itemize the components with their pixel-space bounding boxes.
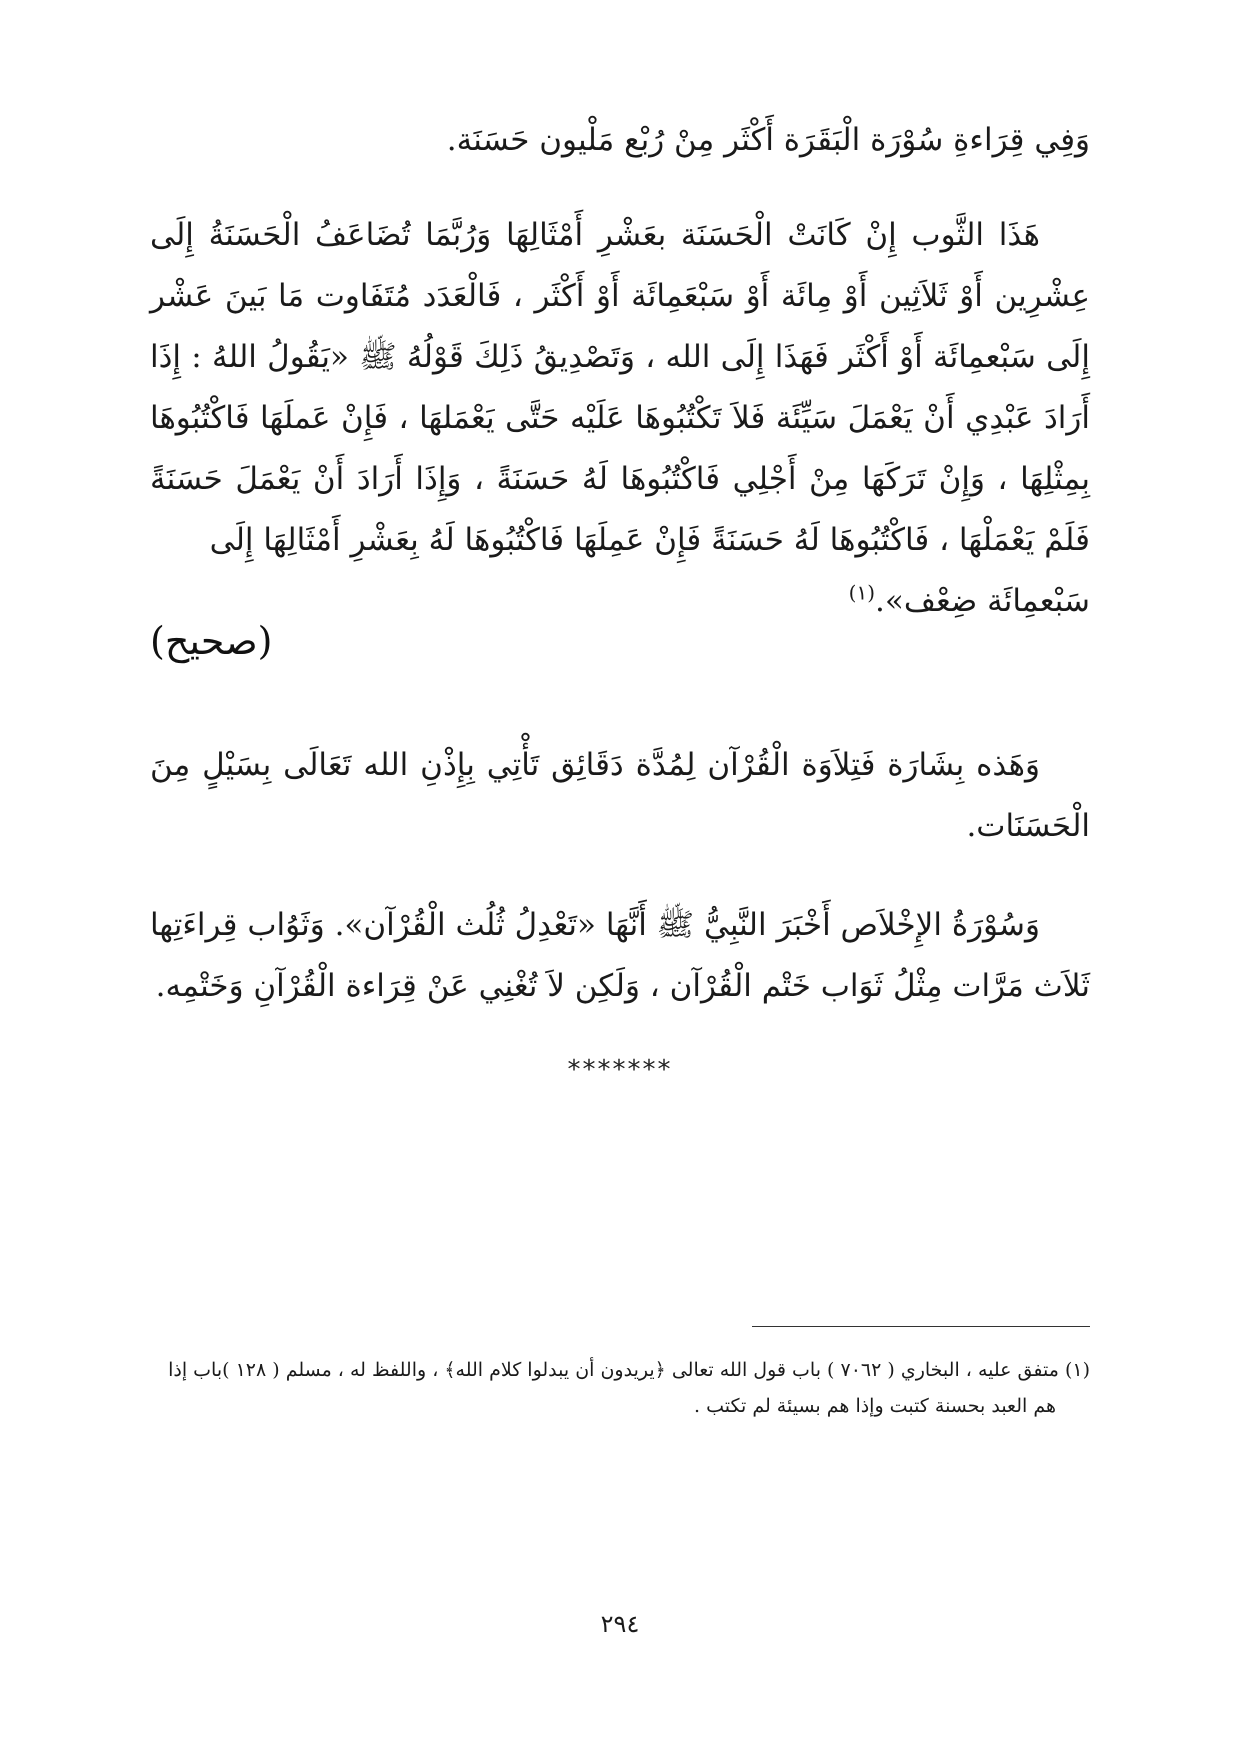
page-number: ٢٩٤ bbox=[600, 1610, 640, 1638]
intro-paragraph: وَفِي قِرَاءةِ سُوْرَة الْبَقَرَة أَكْثَر مِنْ رُبْع مَلْيون حَسَنَة. bbox=[446, 122, 1090, 158]
footnote-reference-mark[interactable]: (١) bbox=[848, 580, 876, 605]
hadith-grade-stamp: (صحيح) bbox=[150, 619, 273, 663]
footnote-line-2: هم العبد بحسنة كتبت وإذا هم بسيئة لم تكتب . bbox=[694, 1395, 1056, 1417]
ikhlas-paragraph: وَسُوْرَةُ الإِخْلاَص أَخْبَرَ النَّبِيُّ ﷺ أَنَّهَا «تَعْدِلُ ثُلُث الْقُرْآن». وَثَوُاب قِراءَتِها ثَلاَث مَرَّات مِثْلُ ثَوَاب خَتْم الْقُرْآن ، وَلَكِن لاَ تُغْنِي عَنْ قِرَاءة الْقُرْآنِ وَخَتْمِه. bbox=[149, 907, 1090, 1004]
footnote bbox=[150, 1352, 1090, 1424]
glad-tidings-paragraph: وَهَذه بِشَارَة فَتِلاَوَة الْقُرْآن لِمُدَّة دَقَائِق تَأْتِي بِإِذْنِ الله تَعَالَى بِسَيْلٍ مِنَ الْحَسَنَات. bbox=[150, 747, 1090, 844]
hadith-last-text: سَبْعمِائَة ضِعْف». bbox=[875, 583, 1090, 619]
hadith-body-text: هَذَا الثَّوب إِنْ كَانَتْ الْحَسَنَة بعَشْرِ أَمْثَالِهَا وَرُبَّمَا تُضَاعَفُ الْحَسَنَةُ إِلَى عِشْرِين أَوْ ثَلاَثِين أَوْ مِائَة أَوْ سَبْعَمِائَة أَوْ أَكْثَر ، فَالْعَدَد مُتَفَاوت مَا بَينَ عَشْر إِلَى سَبْعمِائَة أَوْ أَكْثَر فَهَذَا إِلَى الله ، وَتَصْدِيقُ ذَلِكَ قَوْلُهُ ﷺ «يَقُولُ اللهُ : إِذَا أَرَادَ عَبْدِي أَنْ يَعْمَلَ سَيِّئَة فَلاَ تَكْتُبُوهَا عَلَيْه حَتَّى يَعْمَلهَا ، فَإِنْ عَملَهَا فَاكْتُبُوهَا بِمِثْلِهَا ، وَإِنْ تَرَكَهَا مِنْ أَجْلِي فَاكْتُبُوهَا لَهُ حَسَنَةً ، وَإِذَا أَرَادَ أَنْ يَعْمَلَ حَسَنَةً فَلَمْ يَعْمَلْهَا ، فَاكْتُبُوهَا لَهُ حَسَنَةً فَإِنْ عَمِلَهَا فَاكْتُبُوهَا لَهُ بِعَشْرِ أَمْثَالِهَا إِلَى bbox=[150, 217, 1090, 558]
footnote-line-1: (١) متفق عليه ، البخاري ( ٧٠٦٢ ) باب قول الله تعالى ﴿يريدون أن يبدلوا كلام الله﴾ ، واللفظ له ، مسلم ( ١٢٨ )باب إذا bbox=[168, 1359, 1090, 1381]
footnote-divider bbox=[752, 1326, 1090, 1327]
hadith-last-line bbox=[150, 571, 1090, 632]
section-separator: ******* bbox=[567, 1055, 673, 1085]
hadith-paragraph bbox=[150, 205, 1090, 632]
